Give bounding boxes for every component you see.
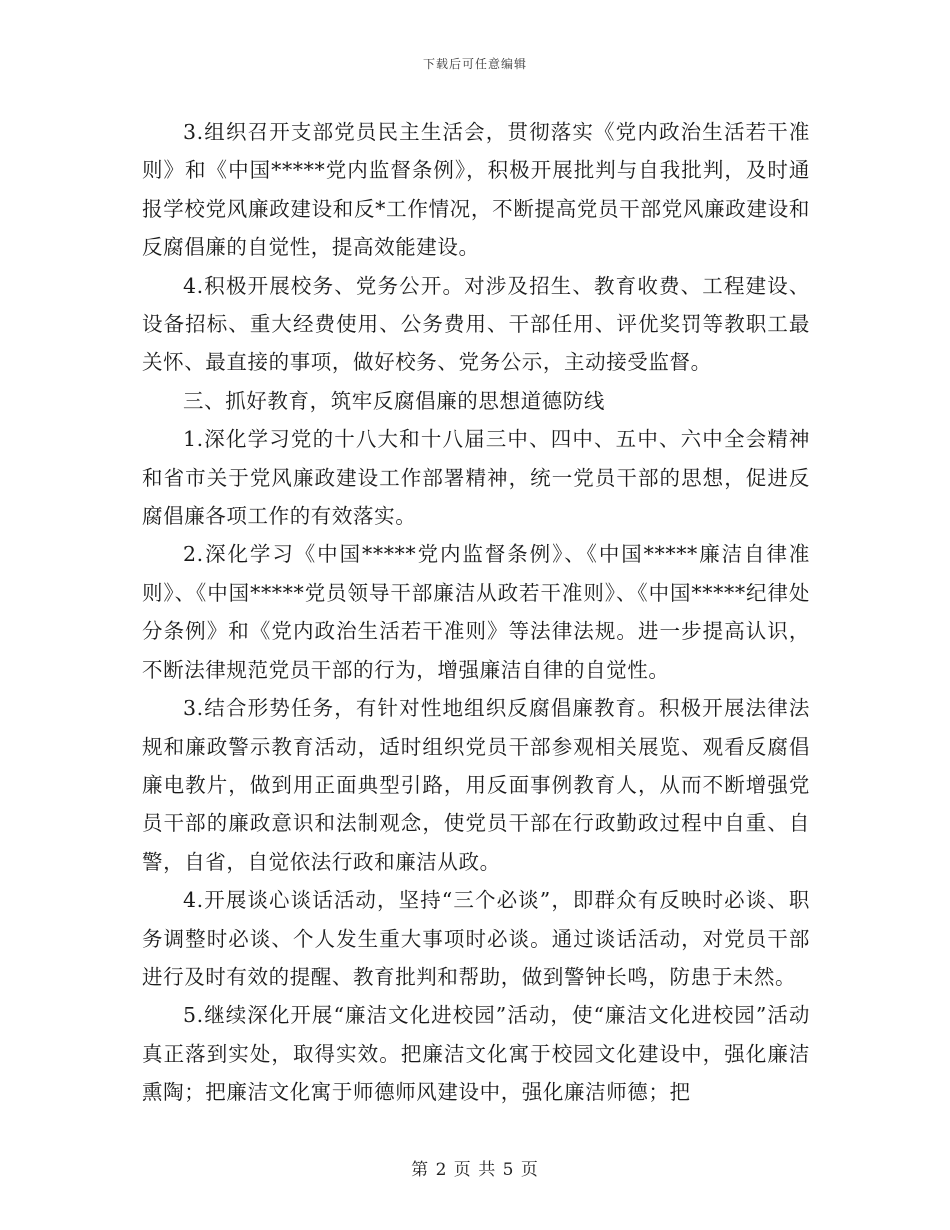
paragraph-6: 4.开展谈心谈话活动，坚持“三个必谈”，即群众有反映时必谈、职务调整时必谈、个人发生重大事项时必谈。通过谈话活动，对党员干部进行及时有效的提醒、教育批判和帮助，做到警钟长鸣，防患于未然。 [142,888,810,989]
paragraph-2: 4.积极开展校务、党务公开。对涉及招生、教育收费、工程建设、设备招标、重大经费使用、公务费用、干部任用、评优奖罚等教职工最关怀、最直接的事项，做好校务、党务公示，主动接受监督。 [142,273,810,375]
paragraph-5: 3.结合形势任务，有针对性地组织反腐倡廉教育。积极开展法律法规和廉政警示教育活动，适时组织党员干部参观相关展览、观看反腐倡廉电教片，做到用正面典型引路，用反面事例教育人，从而不断增强党员干部的廉政意识和法制观念，使党员干部在行政勤政过程中自重、自警，自省，自觉依法行政和廉洁从政。 [142,696,810,874]
paragraph-1: 3.组织召开支部党员民主生活会，贯彻落实《党内政治生活若干准则》和《中国*****党内监督条例》，积极开展批判与自我批判，及时通报学校党风廉政建设和反*工作情况，不断提高党员干部党风廉政建设和反腐倡廉的自觉性，提高效能建设。 [142,120,810,260]
paragraph-7: 5.继续深化开展“廉洁文化进校园”活动，使“廉洁文化进校园”活动真正落到实处，取得实效。把廉洁文化寓于校园文化建设中，强化廉洁熏陶；把廉洁文化寓于师德师风建设中，强化廉洁师德；把 [142,1003,810,1105]
page-header: 下载后可任意编辑 [422,57,527,71]
paragraph-3: 1.深化学习党的十八大和十八届三中、四中、五中、六中全会精神和省市关于党风廉政建设工作部署精神，统一党员干部的思想，促进反腐倡廉各项工作的有效落实。 [142,427,810,529]
page-footer: 第 2 页 共 5 页 [411,1160,539,1180]
paragraph-4: 2.深化学习《中国*****党内监督条例》、《中国*****廉洁自律准则》、《中国*****党员领导干部廉洁从政若干准则》、《中国*****纪律处分条例》和《党内政治生活若干准则》等法律法规。进一步提高认识，不断法律规范党员干部的行为，增强廉洁自律的自觉性。 [142,542,810,682]
section-heading: 三、抓好教育，筑牢反腐倡廉的思想道德防线 [183,388,605,413]
document-body [142,113,810,1112]
